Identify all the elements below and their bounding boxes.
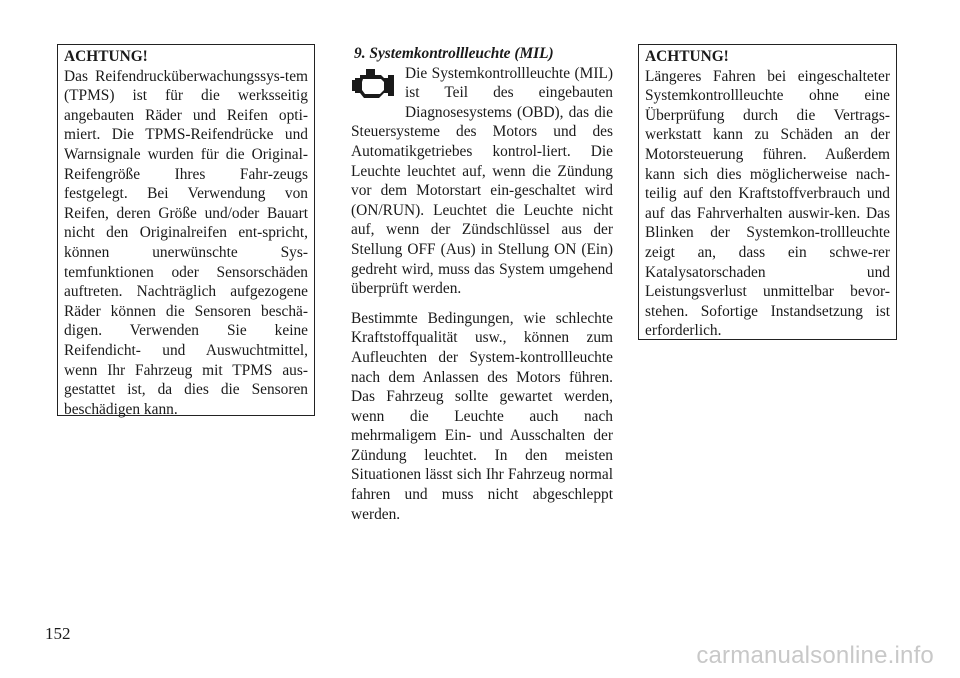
mil-paragraph-1-text: Die Systemkontrollleuchte (MIL) ist Teil des eingebauten Diagnosesystems (OBD), das die Steuersysteme des Motors und des Automatikgetriebes kontrol-liert. Die Leuchte leuchtet auf, wenn die Zündung vor dem Motorstart ein-geschaltet wird (ON/RUN). Leuchtet die Leuchte nicht auf, wenn der Zündschlüssel aus der Stellung OFF (Aus) in Stellung ON (Ein) gedreht wird, muss das System umgehend überprüft werden.	[351, 64, 613, 298]
mil-paragraph-1	[351, 64, 613, 299]
watermark: carmanualsonline.info	[696, 642, 934, 669]
section-heading: 9. Systemkontrollleuchte (MIL)	[354, 45, 554, 62]
engine-check-icon	[351, 66, 399, 108]
warning-box-tpms	[57, 44, 315, 416]
warning-title: ACHTUNG!	[645, 48, 729, 65]
page-number: 152	[45, 624, 71, 643]
warning-text: Das Reifendrucküberwachungssys-tem (TPMS) ist für die werksseitig angebauten Räder und Reifen opti-miert. Die TPMS-Reifendrücke und Warnsignale wurden für die Original-Reifengröße Ihres Fahr-zeugs festgelegt. Bei Verwendung von Reifen, deren Größe und/oder Bauart nicht den Originalreifen ent-spricht, können unerwünschte Sys-temfunktionen oder Sensorschäden auftreten. Nachträglich aufgezogene Räder können die Sensoren beschä-digen. Verwenden Sie keine Reifendicht- und Auswuchtmittel, wenn Ihr Fahrzeug mit TPMS aus-gestattet ist, da dies die Sensoren beschädigen kann.	[64, 67, 308, 418]
mil-paragraph-2: Bestimmte Bedingungen, wie schlechte Kraftstoffqualität usw., können zum Aufleuchten der System-kontrollleuchte nach dem Anlassen des Motors führen. Das Fahrzeug sollte gewartet werden, wenn die Leuchte auch nach mehrmaligem Ein- und Ausschalten der Zündung leuchtet. In den meisten Situationen lässt sich Ihr Fahrzeug normal fahren und muss nicht abgeschleppt werden.	[351, 309, 613, 523]
warning-title: ACHTUNG!	[64, 48, 148, 65]
warning-text: Längeres Fahren bei eingeschalteter Systemkontrollleuchte ohne eine Überprüfung durch die Vertrags-werkstatt kann zu Schäden an der Motorsteuerung führen. Außerdem kann sich dies möglicherweise nach-teilig auf den Kraftstoffverbrauch und auf das Fahrverhalten auswir-ken. Das Blinken der Systemkon-trollleuchte zeigt an, dass ein schwe-rer Katalysatorschaden und Leistungsverlust unmittelbar bevor-stehen. Sofortige Instandsetzung ist erforderlich.	[645, 67, 890, 340]
warning-box-mil	[638, 44, 897, 340]
mil-section	[351, 44, 613, 524]
